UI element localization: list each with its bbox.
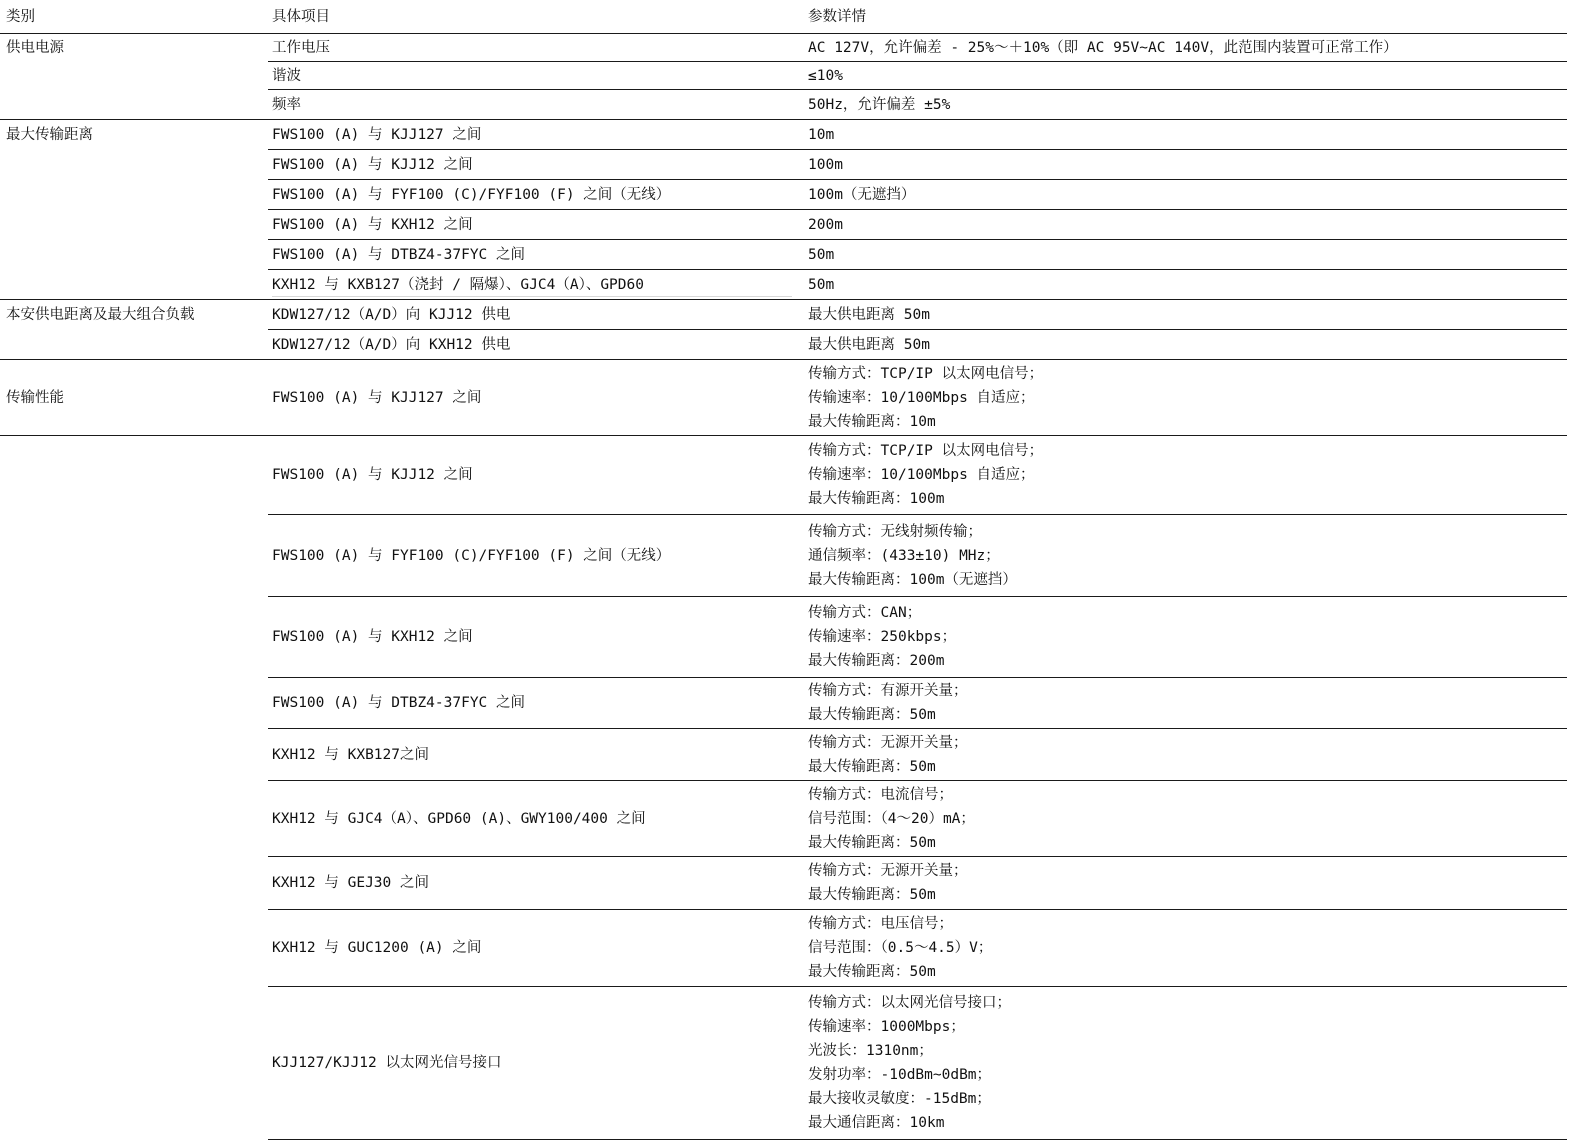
row-detail <box>808 360 1568 435</box>
row-detail <box>808 270 1568 299</box>
row-category <box>6 210 256 239</box>
row-category <box>6 180 256 209</box>
detail-line: 最大传输距离：50m <box>808 887 936 903</box>
row-detail <box>808 781 1568 856</box>
row-detail <box>808 300 1568 329</box>
row-item: FWS100 (A) 与 KXH12 之间 <box>272 629 473 645</box>
detail-line: 最大传输距离：10m <box>808 413 936 430</box>
detail-line: 100m（无遮挡） <box>808 186 916 203</box>
row-item: 工作电压 <box>272 39 330 56</box>
detail-line: 传输方式：CAN； <box>808 605 922 621</box>
header-item: 具体项目 <box>272 9 330 25</box>
row-category <box>6 436 256 514</box>
detail-line: 传输方式：无线射频传输； <box>808 523 982 540</box>
row-category <box>6 270 256 299</box>
detail-line: 传输速率：10/100Mbps 自适应； <box>808 467 1035 483</box>
row-category <box>6 910 256 986</box>
row-detail <box>808 330 1568 359</box>
row-category <box>6 150 256 179</box>
row-detail <box>808 120 1568 149</box>
detail-line: 光波长：1310nm； <box>808 1043 933 1059</box>
row-item: FWS100 (A) 与 KJJ12 之间 <box>272 467 473 483</box>
row-detail <box>808 597 1568 677</box>
detail-line: 50m <box>808 246 835 263</box>
row-category <box>6 857 256 909</box>
row-item: KXH12 与 GUC1200 (A) 之间 <box>272 940 482 956</box>
row-category <box>6 62 256 89</box>
detail-line: 传输速率：250kbps； <box>808 629 957 645</box>
row-item: KJJ127/KJJ12 以太网光信号接口 <box>272 1055 502 1071</box>
row-detail <box>808 436 1568 514</box>
row-detail <box>808 857 1568 909</box>
row-item: FWS100 (A) 与 KXH12 之间 <box>272 216 473 233</box>
detail-line: 最大传输距离：50m <box>808 758 936 775</box>
row-item: FWS100 (A) 与 DTBZ4-37FYC 之间 <box>272 695 526 711</box>
detail-line: 最大传输距离：50m <box>808 964 936 980</box>
row-item: KXH12 与 KXB127（浇封 / 隔爆）、GJC4（A）、GPD60 <box>272 276 644 293</box>
detail-line: 信号范围：（0.5～4.5）V； <box>808 940 993 956</box>
detail-line: 传输方式：电流信号； <box>808 786 953 803</box>
row-detail <box>808 910 1568 986</box>
detail-line: 传输方式：有源开关量； <box>808 683 968 699</box>
detail-line: 通信频率：(433±10) MHz； <box>808 547 1000 564</box>
row-item: 频率 <box>272 96 301 113</box>
row-item: KXH12 与 GJC4（A）、GPD60 (A)、GWY100/400 之间 <box>272 810 646 827</box>
row-detail <box>808 729 1568 780</box>
detail-line: 10m <box>808 126 835 143</box>
detail-line: 最大传输距离：100m <box>808 491 945 507</box>
header-category: 类别 <box>6 9 35 25</box>
detail-line: 最大传输距离：50m <box>808 834 936 851</box>
row-detail <box>808 90 1568 119</box>
detail-line: 传输方式：TCP/IP 以太网电信号； <box>808 443 1044 459</box>
row-category <box>6 729 256 780</box>
detail-line: 最大通信距离：10km <box>808 1115 945 1131</box>
detail-line: 50m <box>808 276 835 293</box>
row-category <box>6 90 256 119</box>
detail-line: 100m <box>808 156 843 173</box>
row-detail <box>808 987 1568 1139</box>
row-category <box>6 515 256 596</box>
row-detail <box>808 150 1568 179</box>
row-detail <box>808 678 1568 728</box>
detail-line: 最大供电距离 50m <box>808 306 930 323</box>
row-detail <box>808 210 1568 239</box>
detail-line: 最大传输距离：200m <box>808 653 945 669</box>
detail-line: 传输速率：10/100Mbps 自适应； <box>808 389 1035 406</box>
row-category <box>6 987 256 1139</box>
table-bottom-rule <box>268 1139 1567 1140</box>
row-category <box>6 330 256 359</box>
row-category <box>6 678 256 728</box>
row-detail <box>808 34 1568 61</box>
row-item: KXH12 与 KXB127之间 <box>272 746 429 763</box>
row-category <box>6 240 256 269</box>
detail-line: 传输方式：以太网光信号接口； <box>808 995 1011 1011</box>
row-category <box>6 781 256 856</box>
row-item: FWS100 (A) 与 FYF100 (C)/FYF100 (F) 之间（无线） <box>272 186 671 203</box>
row-item: FWS100 (A) 与 FYF100 (C)/FYF100 (F) 之间（无线） <box>272 547 671 564</box>
row-item: KDW127/12（A/D）向 KJJ12 供电 <box>272 306 511 323</box>
row-item: FWS100 (A) 与 DTBZ4-37FYC 之间 <box>272 246 526 263</box>
detail-line: 传输方式：电压信号； <box>808 916 953 932</box>
detail-line: 最大传输距离：50m <box>808 707 936 723</box>
detail-line: ≤10% <box>808 67 843 84</box>
detail-line: 最大供电距离 50m <box>808 336 930 353</box>
detail-line: 最大接收灵敏度：-15dBm； <box>808 1091 991 1107</box>
detail-line: 200m <box>808 216 843 233</box>
row-item: KXH12 与 GEJ30 之间 <box>272 875 429 891</box>
detail-line: 传输方式：无源开关量； <box>808 734 968 751</box>
row-category: 供电电源 <box>6 39 64 56</box>
row-item: 谐波 <box>272 67 301 84</box>
row-category <box>6 597 256 677</box>
detail-line: AC 127V，允许偏差 - 25%～＋10%（即 AC 95V~AC 140V，此范围内装置可正常工作） <box>808 39 1398 56</box>
row-detail <box>808 180 1568 209</box>
row-detail <box>808 62 1568 89</box>
row-category: 本安供电距离及最大组合负载 <box>6 306 195 323</box>
row-item: FWS100 (A) 与 KJJ127 之间 <box>272 126 482 143</box>
detail-line: 信号范围：（4～20）mA； <box>808 810 975 827</box>
detail-line: 50Hz，允许偏差 ±5% <box>808 96 951 113</box>
detail-line: 传输速率：1000Mbps； <box>808 1019 965 1035</box>
detail-line: 发射功率：-10dBm~0dBm； <box>808 1067 992 1083</box>
row-item: FWS100 (A) 与 KJJ12 之间 <box>272 156 473 173</box>
detail-line: 最大传输距离：100m（无遮挡） <box>808 571 1017 588</box>
detail-line: 传输方式：无源开关量； <box>808 863 968 879</box>
row-category: 最大传输距离 <box>6 126 93 143</box>
row-item: FWS100 (A) 与 KJJ127 之间 <box>272 389 482 406</box>
detail-line: 传输方式：TCP/IP 以太网电信号； <box>808 365 1044 382</box>
row-detail <box>808 515 1568 596</box>
row-item: KDW127/12（A/D）向 KXH12 供电 <box>272 336 511 353</box>
row-category: 传输性能 <box>6 389 64 406</box>
row-detail <box>808 240 1568 269</box>
header-detail: 参数详情 <box>808 9 866 25</box>
